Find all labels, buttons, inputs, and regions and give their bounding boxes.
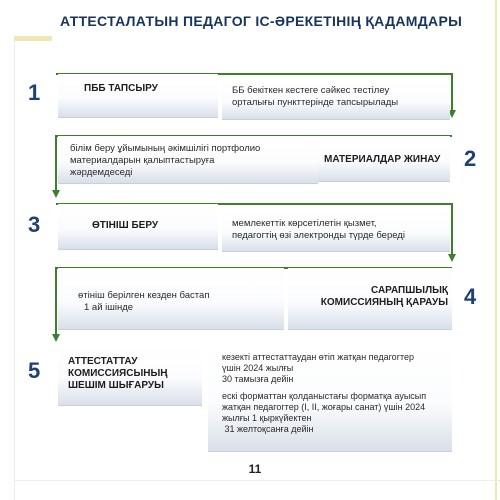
step-5-number: 5: [28, 358, 41, 383]
step-1-label: ПББ ТАПСЫРУ: [84, 83, 158, 94]
step-1-label-box: [58, 74, 218, 118]
step-2-label: МАТЕРИАЛДАР ЖИНАУ: [324, 154, 441, 165]
step-2-description: білім беру ұйымының әкімшілігі портфолио материалдарын қалыптастыруға жәрдемдеседі: [70, 143, 261, 178]
page-number: 11: [248, 462, 262, 476]
step-3-number: 3: [28, 212, 41, 237]
step-2-number: 2: [464, 146, 477, 171]
step-1-description: ББ бекіткен кестеге сәйкес тестілеу орталығы пункттерінде тапсырылады: [232, 85, 399, 108]
page-title: АТТЕСТАЛАТЫН ПЕДАГОГ ІС-ӘРЕКЕТІНІҢ ҚАДАМДАРЫ: [60, 13, 463, 29]
step-1-number: 1: [28, 80, 41, 105]
step-4-number: 4: [464, 284, 477, 309]
step-3-description: мемлекеттік көрсетілетін қызмет, педагогтің өзі электронды түрде береді: [232, 218, 405, 241]
step-4-description: өтініш берілген кезден бастап 1 ай ішінде: [78, 290, 210, 313]
step-5-label: АТТЕСТАТТАУ КОМИССИЯСЫНЫҢ ШЕШІМ ШЫҒАРУЫ: [68, 356, 168, 391]
step-5-description: кезекті аттестаттаудан өтіп жатқан педагогтер үшін 2024 жылғы 30 тамызға дейін ескі форматтан қолданыстағы форматқа ауысып жатқан педагогтер (I, II, жоғары санат) үшін 2024 жылғы 1 қыркүйектен 31 желтоқсанға дейін: [222, 352, 427, 434]
step-3-label: ӨТІНІШ БЕРУ: [92, 220, 159, 231]
step-4-label: САРАПШЫЛЫҚ КОМИССИЯНЫҢ ҚАРАУЫ: [320, 285, 448, 308]
